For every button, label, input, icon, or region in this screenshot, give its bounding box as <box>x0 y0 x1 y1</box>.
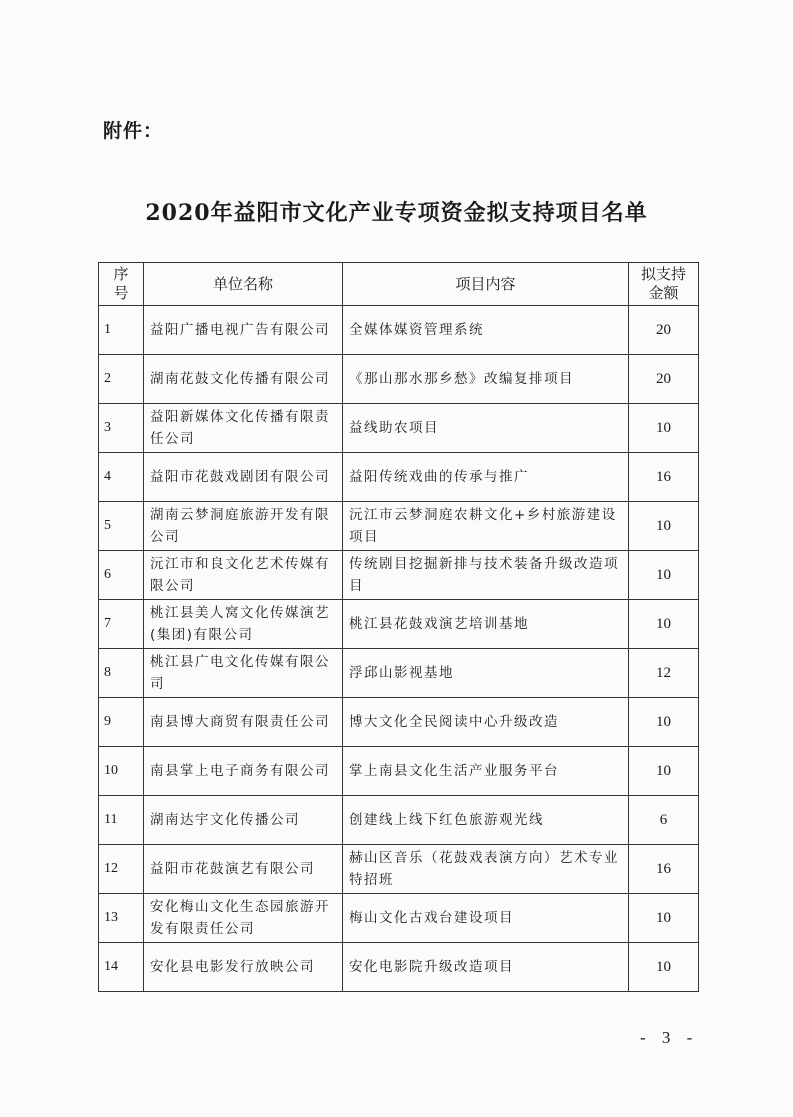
table-header-row <box>99 263 699 306</box>
row-no: 6 <box>99 551 144 600</box>
row-unit: 沅江市和良文化艺术传媒有限公司 <box>144 551 343 600</box>
header-amount: 拟支持金额 <box>629 263 699 306</box>
row-project: 益阳传统戏曲的传承与推广 <box>343 453 629 502</box>
table-row <box>99 845 699 894</box>
row-no: 10 <box>99 747 144 796</box>
row-amount: 12 <box>629 649 699 698</box>
row-no: 2 <box>99 355 144 404</box>
row-unit: 湖南花鼓文化传播有限公司 <box>144 355 343 404</box>
row-amount: 10 <box>629 551 699 600</box>
row-unit: 湖南云梦洞庭旅游开发有限公司 <box>144 502 343 551</box>
table-row <box>99 453 699 502</box>
row-amount: 6 <box>629 796 699 845</box>
row-amount: 10 <box>629 894 699 943</box>
row-no: 9 <box>99 698 144 747</box>
row-unit: 湖南达宇文化传播公司 <box>144 796 343 845</box>
row-unit: 安化梅山文化生态园旅游开发有限责任公司 <box>144 894 343 943</box>
row-amount: 20 <box>629 306 699 355</box>
row-amount: 10 <box>629 502 699 551</box>
project-table <box>98 262 699 992</box>
row-no: 13 <box>99 894 144 943</box>
row-project: 安化电影院升级改造项目 <box>343 943 629 992</box>
row-amount: 10 <box>629 404 699 453</box>
row-project: 传统剧目挖掘新排与技术装备升级改造项目 <box>343 551 629 600</box>
row-no: 11 <box>99 796 144 845</box>
row-project: 《那山那水那乡愁》改编复排项目 <box>343 355 629 404</box>
page-number: - 3 - <box>640 1028 699 1047</box>
row-project: 梅山文化古戏台建设项目 <box>343 894 629 943</box>
table-row <box>99 894 699 943</box>
header-unit: 单位名称 <box>144 263 343 306</box>
row-no: 1 <box>99 306 144 355</box>
row-no: 3 <box>99 404 144 453</box>
row-amount: 10 <box>629 698 699 747</box>
row-no: 4 <box>99 453 144 502</box>
row-amount: 16 <box>629 845 699 894</box>
row-project: 博大文化全民阅读中心升级改造 <box>343 698 629 747</box>
row-unit: 益阳新媒体文化传播有限责任公司 <box>144 404 343 453</box>
row-amount: 10 <box>629 600 699 649</box>
table-row <box>99 796 699 845</box>
row-project: 创建线上线下红色旅游观光线 <box>343 796 629 845</box>
row-unit: 益阳广播电视广告有限公司 <box>144 306 343 355</box>
row-amount: 10 <box>629 943 699 992</box>
row-amount: 20 <box>629 355 699 404</box>
table-row <box>99 502 699 551</box>
row-unit: 益阳市花鼓演艺有限公司 <box>144 845 343 894</box>
row-project: 浮邱山影视基地 <box>343 649 629 698</box>
header-project: 项目内容 <box>343 263 629 306</box>
table-row <box>99 649 699 698</box>
table-row <box>99 551 699 600</box>
row-amount: 16 <box>629 453 699 502</box>
row-amount: 10 <box>629 747 699 796</box>
row-project: 益线助农项目 <box>343 404 629 453</box>
table-row <box>99 600 699 649</box>
row-no: 5 <box>99 502 144 551</box>
row-project: 赫山区音乐（花鼓戏表演方向）艺术专业特招班 <box>343 845 629 894</box>
table-row <box>99 355 699 404</box>
attachment-label: 附件： <box>103 120 164 142</box>
table-row <box>99 943 699 992</box>
row-no: 12 <box>99 845 144 894</box>
row-project: 掌上南县文化生活产业服务平台 <box>343 747 629 796</box>
document-title: 2020年益阳市文化产业专项资金拟支持项目名单 <box>145 200 648 226</box>
row-no: 7 <box>99 600 144 649</box>
row-unit: 安化县电影发行放映公司 <box>144 943 343 992</box>
row-unit: 南县博大商贸有限责任公司 <box>144 698 343 747</box>
row-unit: 桃江县美人窝文化传媒演艺(集团)有限公司 <box>144 600 343 649</box>
row-no: 14 <box>99 943 144 992</box>
table-row <box>99 698 699 747</box>
row-no: 8 <box>99 649 144 698</box>
table-row <box>99 747 699 796</box>
table-row <box>99 306 699 355</box>
header-no: 序号 <box>99 263 144 306</box>
row-project: 沅江市云梦洞庭农耕文化+乡村旅游建设项目 <box>343 502 629 551</box>
table-row <box>99 404 699 453</box>
row-unit: 桃江县广电文化传媒有限公司 <box>144 649 343 698</box>
row-project: 全媒体媒资管理系统 <box>343 306 629 355</box>
row-unit: 南县掌上电子商务有限公司 <box>144 747 343 796</box>
row-project: 桃江县花鼓戏演艺培训基地 <box>343 600 629 649</box>
row-unit: 益阳市花鼓戏剧团有限公司 <box>144 453 343 502</box>
